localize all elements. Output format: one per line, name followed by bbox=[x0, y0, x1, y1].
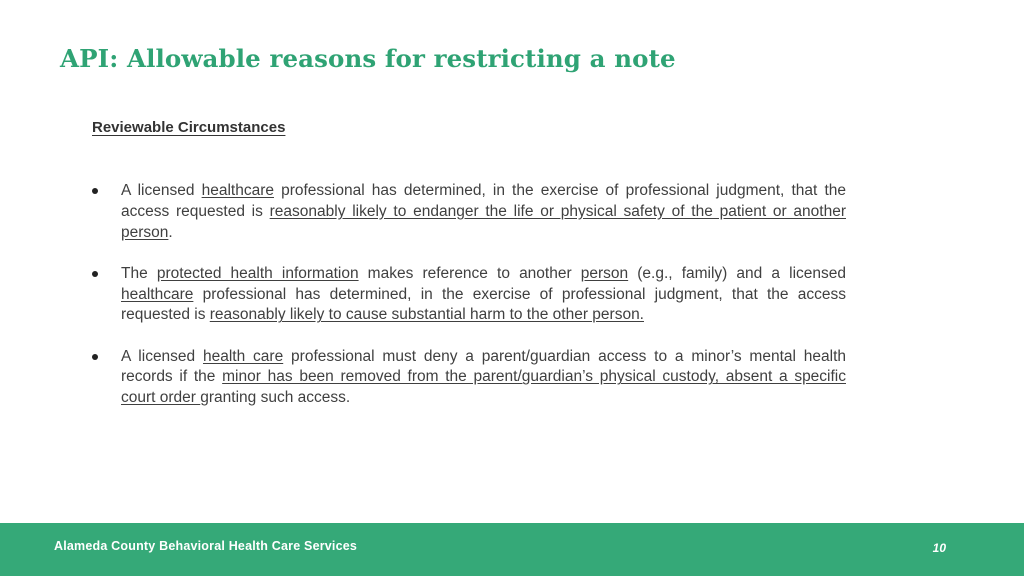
bullet-item-3: A licensed health care professional must deny a parent/guardian access to a minor’s mental health records if the minor has been removed from the parent/guardian’s physical custody, absent a specific court order granting such access. bbox=[92, 347, 846, 409]
bullet-icon bbox=[92, 354, 98, 360]
footer-org-name: Alameda County Behavioral Health Care Services bbox=[54, 539, 358, 553]
bullet-item-1: A licensed healthcare professional has determined, in the exercise of professional judgment, that the access requested is reasonably likely to endanger the life or physical safety of the patient or another person. bbox=[92, 181, 846, 243]
underlined-term: healthcare bbox=[121, 285, 194, 303]
underlined-phrase: reasonably likely to cause substantial harm to the other person. bbox=[209, 306, 644, 324]
underlined-term: healthcare bbox=[201, 182, 274, 199]
bullet-icon bbox=[92, 271, 98, 277]
underlined-phrase: reasonably likely to endanger the life or physical safety of the patient or another person bbox=[121, 202, 846, 241]
underlined-phrase: minor has been removed from the parent/guardian’s physical custody, absent a specific court order bbox=[121, 368, 846, 407]
footer-bar bbox=[0, 523, 1024, 576]
underlined-term: person bbox=[580, 264, 629, 282]
bullet-item-2: The protected health information makes reference to another person (e.g., family) and a licensed healthcare professional has determined, in the exercise of professional judgment, that the access requested is reasonably likely to cause substantial harm to the other person. bbox=[92, 264, 846, 326]
slide-title: API: Allowable reasons for restricting a note bbox=[60, 44, 676, 73]
section-heading: Reviewable Circumstances bbox=[92, 119, 286, 136]
bullet-icon bbox=[92, 188, 98, 194]
underlined-term: protected health information bbox=[156, 264, 359, 282]
page-number: 10 bbox=[932, 541, 946, 555]
underlined-term: health care bbox=[203, 347, 284, 365]
bullet-list bbox=[92, 181, 846, 429]
